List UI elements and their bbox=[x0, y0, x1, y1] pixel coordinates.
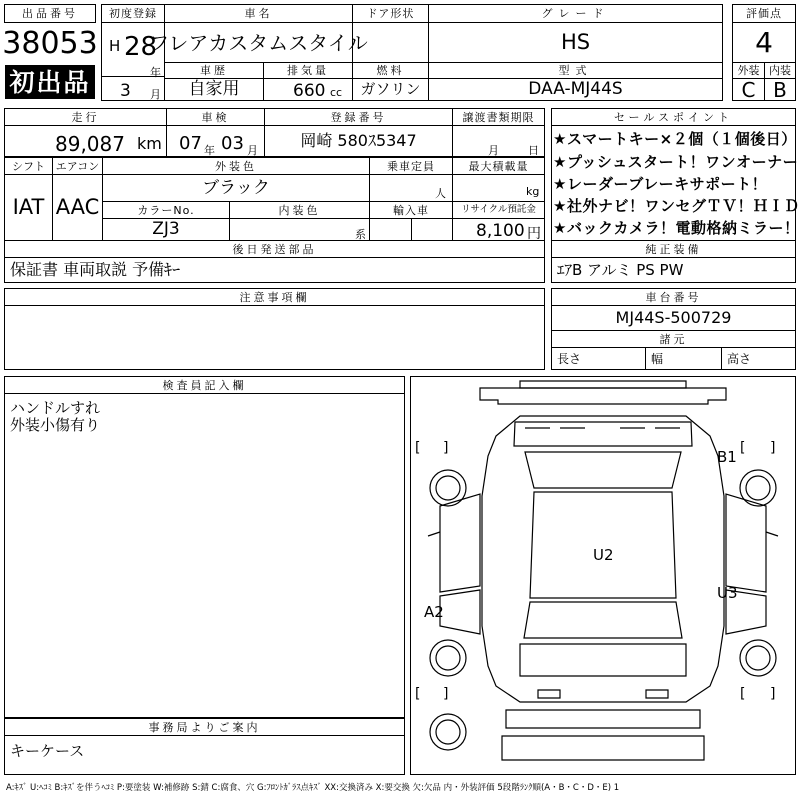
width-label: 幅 bbox=[645, 347, 722, 370]
plate-label: 登録番号 bbox=[264, 108, 453, 126]
interior-color-cell bbox=[229, 218, 370, 241]
sales-point-line: ★プッシュスタート！ワンオーナー bbox=[553, 153, 799, 171]
inspection-label: 車検 bbox=[166, 108, 265, 126]
chassis-label: 車台番号 bbox=[551, 288, 796, 306]
exterior-color: ブラック bbox=[102, 174, 370, 202]
exterior-rating: C bbox=[732, 78, 765, 101]
bracket-mark: [ bbox=[740, 440, 746, 456]
max-load-unit: kg bbox=[526, 185, 540, 198]
door-type bbox=[352, 22, 429, 63]
height-label: 高さ bbox=[721, 347, 796, 370]
interior-color-unit: 系 bbox=[355, 228, 366, 241]
capacity-label: 乗車定員 bbox=[369, 157, 453, 175]
exterior-color-label: 外装色 bbox=[102, 157, 370, 175]
history-label: 車歴 bbox=[164, 62, 264, 79]
rear-view-outline bbox=[502, 736, 704, 760]
rear-glass-outline bbox=[524, 602, 682, 638]
transfer-deadline-label: 譲渡書類期限 bbox=[452, 108, 545, 126]
hood-outline bbox=[514, 422, 692, 446]
recycle-label: リサイクル預託金 bbox=[452, 201, 545, 219]
car-name-label: 車名 bbox=[164, 4, 353, 23]
rating-label: 評価点 bbox=[732, 4, 796, 23]
ac: AAC bbox=[52, 174, 103, 241]
color-no: ZJ3 bbox=[102, 218, 230, 241]
first-listing-badge: 初出品 bbox=[5, 65, 95, 99]
registration-month: 3 bbox=[120, 81, 131, 101]
import-divider bbox=[411, 218, 412, 241]
bracket-mark: ] bbox=[443, 686, 449, 702]
dimensions-label: 諸元 bbox=[551, 330, 796, 348]
fuel-label: 燃料 bbox=[352, 62, 429, 79]
inspection-month-unit: 月 bbox=[247, 144, 258, 157]
roof-outline bbox=[530, 492, 676, 598]
genuine-equipment: ｴｱB アルミ PS PW bbox=[551, 257, 796, 283]
right-front-door-outline bbox=[726, 494, 766, 592]
front-grille-outline bbox=[480, 388, 726, 404]
bracket-mark: [ bbox=[740, 686, 746, 702]
car-diagram bbox=[410, 376, 796, 775]
damage-mark: U3 bbox=[717, 584, 738, 602]
damage-legend: A:ｷｽﾞ U:ﾍｺﾐ B:ｷｽﾞを伴うﾍｺﾐ P:要塗装 W:補修跡 S:錆 C:腐食、穴 G:ﾌﾛﾝﾄｶﾞﾗｽ点ｷｽﾞ XX:交換済み X:要交換 欠:欠品 内・外装評価 5段階ﾗﾝｸ順(A・B・C・D・E) 1 bbox=[6, 783, 620, 793]
door-type-label: ドア形状 bbox=[352, 4, 429, 23]
lot-number-label: 出品番号 bbox=[4, 4, 96, 23]
bracket-mark: ] bbox=[770, 686, 776, 702]
notes bbox=[4, 305, 545, 370]
inspection-month: 03 bbox=[221, 133, 244, 154]
front-bumper-outline bbox=[520, 381, 686, 388]
color-no-label: カラーNo. bbox=[102, 201, 230, 219]
displacement: 660 bbox=[293, 81, 326, 101]
ac-label: エアコン bbox=[52, 157, 103, 175]
left-rear-door-outline bbox=[440, 590, 480, 634]
windshield-outline bbox=[525, 452, 681, 488]
registration-month-unit: 月 bbox=[150, 88, 161, 101]
fuel: ガソリン bbox=[352, 78, 429, 101]
interior-color-label: 内装色 bbox=[229, 201, 370, 219]
inspector-notes-box bbox=[4, 393, 405, 718]
left-front-door-outline bbox=[440, 494, 480, 592]
first-registration-label: 初度登録 bbox=[101, 4, 165, 23]
office-notice-label: 事務局よりご案内 bbox=[4, 718, 405, 736]
registration-year-unit: 年 bbox=[150, 66, 161, 79]
mileage-value: 89,087 bbox=[55, 132, 125, 156]
capacity-unit: 人 bbox=[435, 187, 446, 200]
bracket-mark: [ bbox=[415, 686, 421, 702]
mileage-unit: km bbox=[137, 134, 162, 153]
max-load-label: 最大積載量 bbox=[452, 157, 545, 175]
later-parts-label: 後日発送部品 bbox=[4, 240, 545, 258]
wheel-front-left bbox=[430, 470, 466, 506]
recycle-unit: 円 bbox=[527, 226, 541, 242]
inspection-year: 07 bbox=[179, 133, 202, 154]
inspector-note-line: 外装小傷有り bbox=[10, 416, 101, 434]
transfer-month-unit: 月 bbox=[488, 144, 499, 157]
registration-era: H bbox=[109, 37, 121, 55]
model: DAA-MJ44S bbox=[428, 78, 723, 101]
inspection-year-unit: 年 bbox=[204, 144, 215, 157]
sales-point-line: ★スマートキー×２個（１個後日） bbox=[553, 130, 797, 148]
recycle-deposit: 8,100 bbox=[476, 221, 525, 241]
sales-points-label: セールスポイント bbox=[551, 108, 796, 126]
interior-rating-label: 内装 bbox=[764, 62, 796, 79]
bracket-mark: ] bbox=[443, 440, 449, 456]
sales-point-line: ★レーダーブレーキサポート！ bbox=[553, 175, 768, 193]
bracket-mark: [ bbox=[415, 440, 421, 456]
shift-label: シフト bbox=[4, 157, 53, 175]
transfer-day-unit: 日 bbox=[528, 144, 539, 157]
plate-number: 岡崎 580ｽ5347 bbox=[264, 125, 453, 157]
office-notice: キーケース bbox=[10, 742, 85, 760]
car-name: フレアカスタムスタイル bbox=[164, 22, 353, 63]
inspector-notes-label: 検査員記入欄 bbox=[4, 376, 405, 394]
history: 自家用 bbox=[164, 78, 264, 101]
model-label: 型式 bbox=[428, 62, 723, 79]
trunk-outline bbox=[520, 644, 686, 676]
grade-label: グレード bbox=[428, 4, 723, 23]
damage-mark: B1 bbox=[717, 448, 737, 466]
bracket-mark: ] bbox=[770, 440, 776, 456]
registration-year: 28 bbox=[124, 32, 158, 62]
rating-score: 4 bbox=[732, 22, 796, 63]
rear-bumper-outline bbox=[506, 710, 700, 728]
length-label: 長さ bbox=[551, 347, 646, 370]
damage-mark: U2 bbox=[593, 546, 614, 564]
damage-mark: A2 bbox=[424, 603, 444, 621]
sales-point-line: ★社外ナビ！ワンセグＴＶ！ＨＩＤ bbox=[553, 197, 800, 215]
grade: HS bbox=[428, 22, 723, 63]
sales-point-line: ★バックカメラ！電動格納ミラー！ bbox=[553, 219, 800, 237]
later-parts: 保証書 車両取説 予備ｷｰ bbox=[4, 257, 545, 283]
mileage-label: 走行 bbox=[4, 108, 167, 126]
genuine-equipment-label: 純正装備 bbox=[551, 240, 796, 258]
rear-lamps bbox=[538, 690, 668, 698]
interior-rating: B bbox=[764, 78, 796, 101]
exterior-rating-label: 外装 bbox=[732, 62, 765, 79]
shift: IAT bbox=[4, 174, 53, 241]
displacement-unit: cc bbox=[330, 86, 343, 99]
displacement-label: 排気量 bbox=[263, 62, 353, 79]
inspector-note-line: ハンドルすれ bbox=[10, 399, 101, 417]
chassis-number: MJ44S-500729 bbox=[551, 305, 796, 331]
import-label: 輸入車 bbox=[369, 201, 453, 219]
lot-number: 38053 bbox=[2, 26, 98, 61]
notes-label: 注意事項欄 bbox=[4, 288, 545, 306]
